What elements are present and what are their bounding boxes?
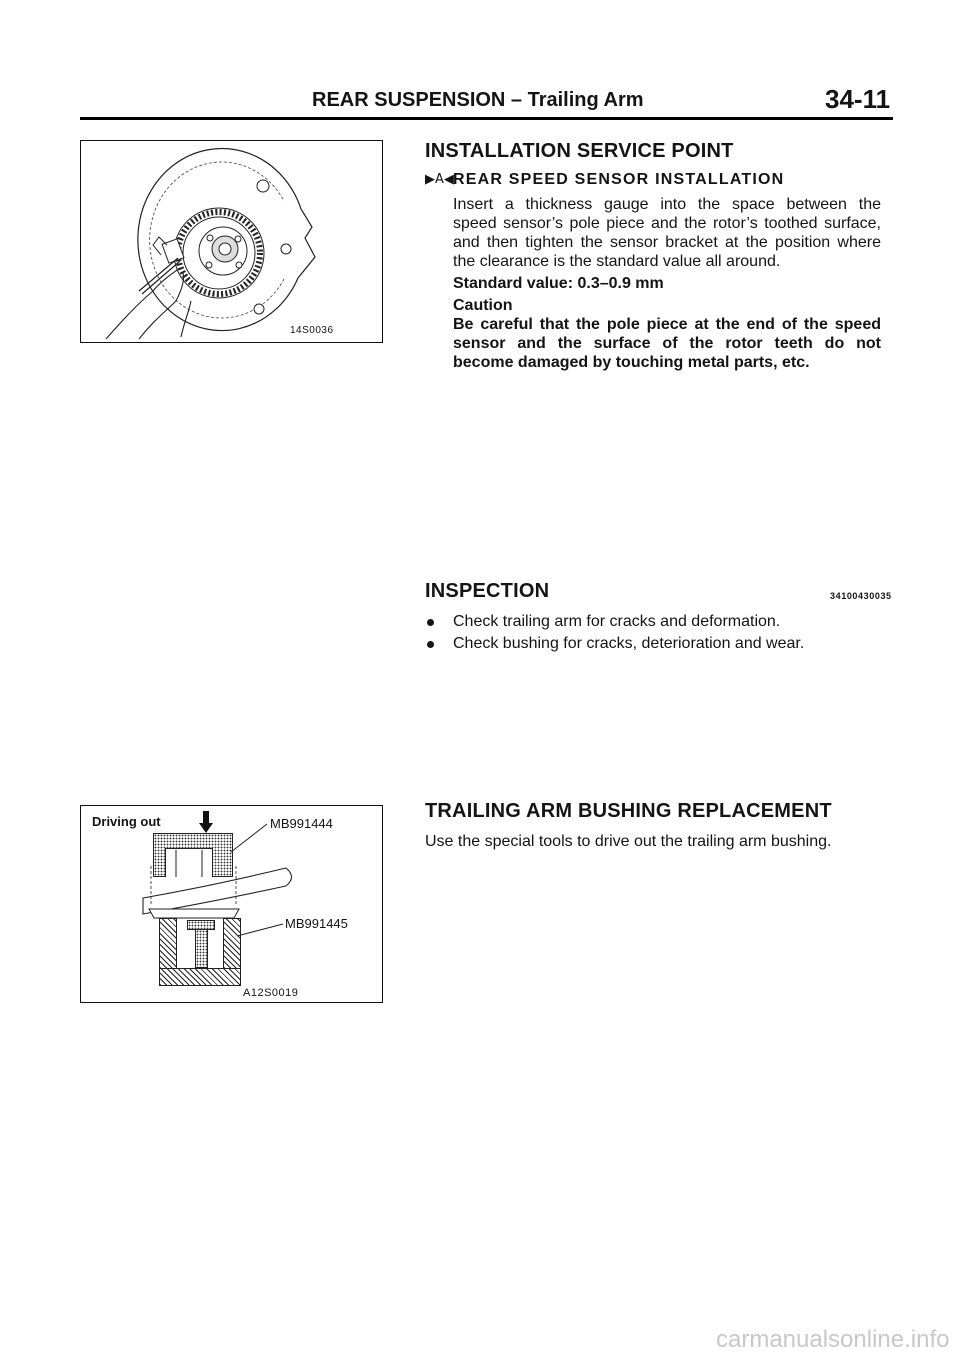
page-number: 34-11: [825, 84, 891, 114]
leader-mb991445: [237, 924, 283, 936]
tool-bottom-label: MB991445: [285, 916, 348, 931]
tool-top-label: MB991444: [270, 816, 333, 831]
caution-label: Caution: [453, 297, 513, 314]
plate-hole: [257, 180, 269, 192]
hub-bolt: [207, 235, 213, 241]
header-rule: [80, 117, 893, 120]
bullet-icon: [427, 619, 434, 626]
figure-speed-sensor: [80, 140, 383, 343]
instruction-line: and then tighten the sensor bracket at the position where: [453, 234, 881, 251]
leader-lines: [81, 806, 382, 1002]
list-item-text: Check bushing for cracks, deterioration and wear.: [453, 635, 805, 652]
watermark: carmanualsonline.info: [716, 1326, 950, 1353]
bullet-icon: [427, 641, 434, 648]
standard-value: Standard value: 0.3–0.9 mm: [453, 275, 664, 292]
caution-line: become damaged by touching metal parts, etc.: [453, 354, 810, 371]
figure-bushing-removal: [80, 805, 383, 1003]
figure-code: A12S0019: [243, 987, 299, 999]
driving-arrow-icon: [199, 811, 213, 833]
caution-line: Be careful that the pole piece at the end of the speed: [453, 316, 881, 333]
plate-hole: [281, 244, 291, 254]
inspection-heading: INSPECTION: [425, 580, 550, 602]
inspection-list: [425, 611, 804, 655]
plate-hole: [254, 304, 264, 314]
hub-nut: [219, 243, 231, 255]
bushing-instruction: Use the special tools to drive out the trailing arm bushing.: [425, 833, 832, 850]
service-point-marker: ▶A◀: [425, 172, 454, 187]
bushing-heading: TRAILING ARM BUSHING REPLACEMENT: [425, 800, 832, 822]
speed-sensor-illustration: [81, 141, 382, 342]
caution-text: [453, 315, 881, 372]
list-item-text: Check trailing arm for cracks and deformation.: [453, 613, 781, 630]
sensor-installation-subheading: REAR SPEED SENSOR INSTALLATION: [453, 171, 785, 188]
driving-out-label: Driving out: [92, 814, 161, 829]
figure-code: 14S0036: [290, 325, 334, 336]
installation-instructions: [453, 195, 881, 271]
inspection-code: 34100430035: [830, 591, 892, 601]
caution-line: sensor and the surface of the rotor teeth do not: [453, 335, 881, 352]
hub-bolt: [206, 262, 212, 268]
list-item: [425, 633, 804, 655]
instruction-line: the clearance is the standard value all around.: [453, 253, 781, 270]
list-item: [425, 611, 804, 633]
page-title: REAR SUSPENSION – Trailing Arm: [312, 89, 644, 111]
instruction-line: Insert a thickness gauge into the space between the: [453, 196, 881, 213]
cavity-lines: [176, 850, 202, 877]
leader-mb991444: [231, 824, 267, 852]
hub-bolt: [236, 262, 242, 268]
installation-heading: INSTALLATION SERVICE POINT: [425, 140, 734, 162]
instruction-line: speed sensor’s pole piece and the rotor’s toothed surface,: [453, 215, 881, 232]
